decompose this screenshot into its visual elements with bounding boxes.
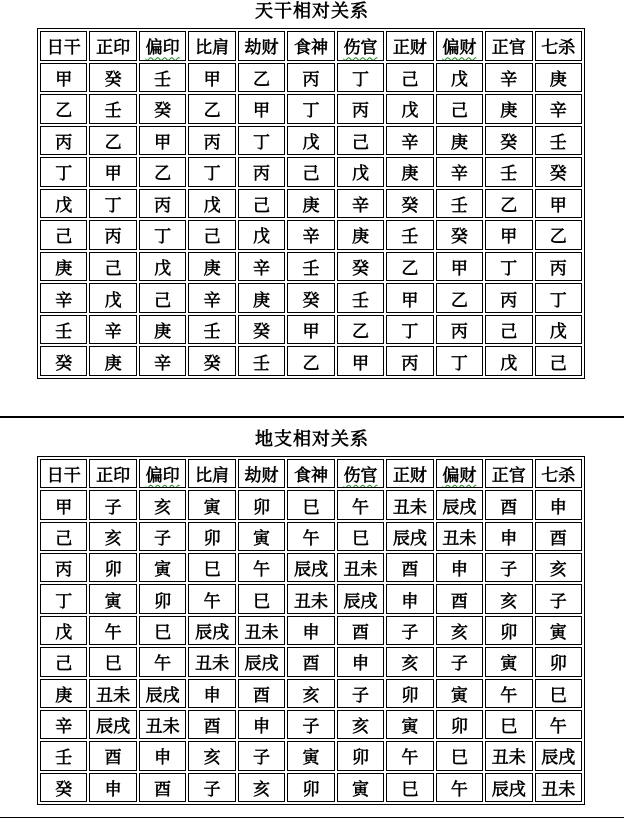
dizhi-table-frame — [37, 456, 585, 805]
table-cell: 卯 — [485, 616, 532, 645]
table-cell: 亥 — [337, 710, 384, 739]
column-header: 伤官 — [337, 459, 384, 488]
day-stem-cell: 丁 — [40, 157, 87, 187]
tiangan-relation-table — [38, 29, 584, 378]
table-cell: 酉 — [386, 553, 433, 582]
column-header: 伤官 — [337, 31, 384, 61]
table-cell: 午 — [287, 522, 334, 551]
table-cell: 子 — [485, 553, 532, 582]
table-row — [40, 189, 582, 219]
table-cell: 申 — [386, 584, 433, 613]
table-cell: 酉 — [436, 584, 483, 613]
table-cell: 巳 — [238, 584, 285, 613]
table-cell: 亥 — [89, 522, 136, 551]
table-cell: 壬 — [337, 283, 384, 313]
table-cell: 己 — [535, 346, 582, 376]
column-header: 正印 — [89, 31, 136, 61]
table-cell: 己 — [238, 189, 285, 219]
table-cell: 乙 — [287, 346, 334, 376]
table-cell: 癸 — [287, 283, 334, 313]
table-cell: 壬 — [139, 63, 186, 93]
table-cell: 丙 — [535, 252, 582, 282]
table-cell: 丙 — [238, 157, 285, 187]
table-cell: 丙 — [89, 220, 136, 250]
table-cell: 癸 — [139, 94, 186, 124]
table-cell: 壬 — [436, 189, 483, 219]
section-divider — [0, 416, 624, 418]
table-cell: 辛 — [485, 63, 532, 93]
table-cell: 丙 — [386, 346, 433, 376]
table-cell: 戊 — [485, 346, 532, 376]
column-header: 日干 — [40, 31, 87, 61]
table-cell: 子 — [337, 679, 384, 708]
column-header: 偏印 — [139, 459, 186, 488]
table-cell: 己 — [337, 126, 384, 156]
table-cell: 戊 — [188, 189, 235, 219]
header-row — [40, 459, 582, 488]
table-cell: 己 — [287, 157, 334, 187]
table-cell: 丁 — [436, 346, 483, 376]
table-cell: 子 — [188, 773, 235, 802]
table-cell: 酉 — [337, 616, 384, 645]
day-stem-cell: 丁 — [40, 584, 87, 613]
table-row — [40, 346, 582, 376]
table-cell: 午 — [238, 553, 285, 582]
table-row — [40, 584, 582, 613]
table-cell: 辰戌 — [287, 553, 334, 582]
table-row — [40, 252, 582, 282]
table-cell: 戊 — [287, 126, 334, 156]
day-stem-cell: 甲 — [40, 63, 87, 93]
table-cell: 丁 — [287, 94, 334, 124]
table-cell: 庚 — [287, 189, 334, 219]
column-header: 正财 — [386, 459, 433, 488]
table-cell: 午 — [188, 584, 235, 613]
table-cell: 乙 — [535, 220, 582, 250]
table-cell: 庚 — [238, 283, 285, 313]
column-header: 七杀 — [535, 31, 582, 61]
table-cell: 甲 — [337, 346, 384, 376]
table-cell: 申 — [287, 616, 334, 645]
table-row — [40, 315, 582, 345]
table-cell: 申 — [139, 741, 186, 770]
table-cell: 庚 — [436, 126, 483, 156]
table-cell: 壬 — [485, 157, 532, 187]
table-cell: 丁 — [386, 315, 433, 345]
table-cell: 甲 — [287, 315, 334, 345]
table-cell: 申 — [238, 710, 285, 739]
column-header: 日干 — [40, 459, 87, 488]
table-cell: 子 — [535, 584, 582, 613]
table-cell: 庚 — [139, 315, 186, 345]
table-cell: 丁 — [238, 126, 285, 156]
table-cell: 子 — [436, 647, 483, 676]
table-cell: 辛 — [287, 220, 334, 250]
table-cell: 亥 — [485, 584, 532, 613]
table-cell: 寅 — [386, 710, 433, 739]
day-stem-cell: 癸 — [40, 773, 87, 802]
table-cell: 酉 — [188, 710, 235, 739]
table-cell: 丑未 — [287, 584, 334, 613]
column-header: 偏印 — [139, 31, 186, 61]
table-cell: 辛 — [386, 126, 433, 156]
day-stem-cell: 己 — [40, 522, 87, 551]
table-cell: 乙 — [238, 63, 285, 93]
table-cell: 甲 — [238, 94, 285, 124]
table-cell: 乙 — [337, 315, 384, 345]
table-cell: 卯 — [188, 522, 235, 551]
table-cell: 甲 — [386, 283, 433, 313]
table-cell: 辛 — [188, 283, 235, 313]
table-row — [40, 94, 582, 124]
table-cell: 丙 — [436, 315, 483, 345]
table-row — [40, 741, 582, 770]
table-cell: 辰戌 — [89, 710, 136, 739]
table-cell: 丁 — [89, 189, 136, 219]
table-cell: 乙 — [139, 157, 186, 187]
table-cell: 丑未 — [386, 490, 433, 519]
table-cell: 庚 — [485, 94, 532, 124]
table-row — [40, 522, 582, 551]
table-cell: 丑未 — [485, 741, 532, 770]
column-header: 食神 — [287, 459, 334, 488]
table-cell: 巳 — [139, 616, 186, 645]
table-row — [40, 647, 582, 676]
day-stem-cell: 辛 — [40, 283, 87, 313]
table-row — [40, 490, 582, 519]
bottom-rule — [0, 817, 624, 818]
table-cell: 癸 — [337, 252, 384, 282]
table-cell: 甲 — [188, 63, 235, 93]
day-stem-cell: 乙 — [40, 94, 87, 124]
table-cell: 癸 — [436, 220, 483, 250]
table-cell: 乙 — [485, 189, 532, 219]
table-row — [40, 220, 582, 250]
column-header: 比肩 — [188, 31, 235, 61]
table-cell: 辰戌 — [238, 647, 285, 676]
table-cell: 午 — [89, 616, 136, 645]
table-cell: 酉 — [89, 741, 136, 770]
table-cell: 亥 — [238, 773, 285, 802]
table-cell: 辛 — [535, 94, 582, 124]
day-stem-cell: 壬 — [40, 741, 87, 770]
table-cell: 寅 — [436, 679, 483, 708]
day-stem-cell: 庚 — [40, 252, 87, 282]
table-cell: 丁 — [485, 252, 532, 282]
table-title-tiangan: 天干相对关系 — [255, 1, 369, 22]
table-cell: 巳 — [485, 710, 532, 739]
table-cell: 壬 — [535, 126, 582, 156]
table-cell: 申 — [188, 679, 235, 708]
table-cell: 己 — [485, 315, 532, 345]
table-cell: 壬 — [386, 220, 433, 250]
table-row — [40, 126, 582, 156]
table-cell: 甲 — [535, 189, 582, 219]
table-cell: 戊 — [139, 252, 186, 282]
table-cell: 丑未 — [436, 522, 483, 551]
table-cell: 壬 — [287, 252, 334, 282]
table-row — [40, 679, 582, 708]
table-cell: 丑未 — [337, 553, 384, 582]
column-header: 正官 — [485, 459, 532, 488]
table-row — [40, 773, 582, 802]
table-cell: 庚 — [188, 252, 235, 282]
day-stem-cell: 癸 — [40, 346, 87, 376]
table-row — [40, 63, 582, 93]
table-cell: 卯 — [139, 584, 186, 613]
day-stem-cell: 辛 — [40, 710, 87, 739]
table-cell: 卯 — [337, 741, 384, 770]
table-cell: 甲 — [485, 220, 532, 250]
table-cell: 壬 — [238, 346, 285, 376]
table-cell: 丑未 — [188, 647, 235, 676]
table-cell: 己 — [436, 94, 483, 124]
table-cell: 巳 — [188, 553, 235, 582]
column-header: 偏财 — [436, 31, 483, 61]
table-cell: 癸 — [386, 189, 433, 219]
table-cell: 乙 — [89, 126, 136, 156]
table-cell: 巳 — [386, 773, 433, 802]
table-cell: 丑未 — [535, 773, 582, 802]
day-stem-cell: 丙 — [40, 553, 87, 582]
table-cell: 寅 — [485, 647, 532, 676]
table-cell: 午 — [337, 490, 384, 519]
table-cell: 午 — [485, 679, 532, 708]
table-cell: 午 — [535, 710, 582, 739]
table-cell: 巳 — [337, 522, 384, 551]
table-cell: 亥 — [188, 741, 235, 770]
table-row — [40, 616, 582, 645]
table-cell: 庚 — [386, 157, 433, 187]
table-cell: 壬 — [188, 315, 235, 345]
table-cell: 辛 — [238, 252, 285, 282]
table-cell: 酉 — [485, 490, 532, 519]
table-cell: 寅 — [139, 553, 186, 582]
table-cell: 丑未 — [238, 616, 285, 645]
column-header: 正财 — [386, 31, 433, 61]
table-cell: 酉 — [535, 522, 582, 551]
table-cell: 甲 — [139, 126, 186, 156]
table-cell: 辰戌 — [535, 741, 582, 770]
header-row — [40, 31, 582, 61]
table-cell: 辛 — [337, 189, 384, 219]
table-cell: 申 — [337, 647, 384, 676]
day-stem-cell: 丙 — [40, 126, 87, 156]
table-cell: 子 — [139, 522, 186, 551]
column-header: 正印 — [89, 459, 136, 488]
table-title-dizhi: 地支相对关系 — [255, 429, 369, 450]
table-row — [40, 157, 582, 187]
table-cell: 戊 — [436, 63, 483, 93]
table-cell: 卯 — [386, 679, 433, 708]
table-cell: 乙 — [188, 94, 235, 124]
table-cell: 子 — [287, 710, 334, 739]
table-cell: 酉 — [139, 773, 186, 802]
table-cell: 癸 — [535, 157, 582, 187]
table-cell: 午 — [386, 741, 433, 770]
day-stem-cell: 壬 — [40, 315, 87, 345]
day-stem-cell: 己 — [40, 220, 87, 250]
table-cell: 辰戌 — [485, 773, 532, 802]
table-cell: 壬 — [89, 94, 136, 124]
table-cell: 甲 — [436, 252, 483, 282]
table-cell: 庚 — [337, 220, 384, 250]
table-cell: 巳 — [287, 490, 334, 519]
table-cell: 辰戌 — [337, 584, 384, 613]
table-cell: 己 — [188, 220, 235, 250]
table-cell: 丁 — [188, 157, 235, 187]
table-cell: 巳 — [535, 679, 582, 708]
dizhi-relation-table — [38, 457, 584, 804]
table-cell: 卯 — [535, 647, 582, 676]
table-cell: 甲 — [89, 157, 136, 187]
table-cell: 己 — [386, 63, 433, 93]
table-cell: 己 — [139, 283, 186, 313]
table-cell: 乙 — [386, 252, 433, 282]
day-stem-cell: 己 — [40, 647, 87, 676]
column-header: 偏财 — [436, 459, 483, 488]
table-cell: 卯 — [436, 710, 483, 739]
table-cell: 辰戌 — [436, 490, 483, 519]
table-cell: 丑未 — [89, 679, 136, 708]
table-cell: 辛 — [89, 315, 136, 345]
table-cell: 丁 — [535, 283, 582, 313]
table-cell: 辰戌 — [188, 616, 235, 645]
table-cell: 亥 — [287, 679, 334, 708]
table-cell: 巳 — [436, 741, 483, 770]
table-cell: 寅 — [337, 773, 384, 802]
column-header: 食神 — [287, 31, 334, 61]
table-cell: 亥 — [139, 490, 186, 519]
table-cell: 辰戌 — [139, 679, 186, 708]
table-cell: 子 — [386, 616, 433, 645]
table-cell: 癸 — [89, 63, 136, 93]
table-cell: 申 — [436, 553, 483, 582]
table-cell: 申 — [485, 522, 532, 551]
table-cell: 卯 — [238, 490, 285, 519]
day-stem-cell: 戊 — [40, 189, 87, 219]
table-cell: 己 — [89, 252, 136, 282]
table-cell: 酉 — [238, 679, 285, 708]
table-cell: 丙 — [337, 94, 384, 124]
table-cell: 戊 — [337, 157, 384, 187]
table-cell: 癸 — [238, 315, 285, 345]
table-cell: 癸 — [188, 346, 235, 376]
table-cell: 丁 — [337, 63, 384, 93]
table-cell: 乙 — [436, 283, 483, 313]
table-cell: 寅 — [89, 584, 136, 613]
day-stem-cell: 庚 — [40, 679, 87, 708]
table-cell: 寅 — [535, 616, 582, 645]
column-header: 劫财 — [238, 459, 285, 488]
table-cell: 戊 — [89, 283, 136, 313]
table-cell: 子 — [89, 490, 136, 519]
tiangan-table-frame — [37, 28, 585, 379]
column-header: 比肩 — [188, 459, 235, 488]
table-cell: 酉 — [287, 647, 334, 676]
day-stem-cell: 甲 — [40, 490, 87, 519]
table-cell: 亥 — [386, 647, 433, 676]
day-stem-cell: 戊 — [40, 616, 87, 645]
table-cell: 戊 — [238, 220, 285, 250]
table-cell: 庚 — [535, 63, 582, 93]
table-cell: 丙 — [188, 126, 235, 156]
table-cell: 申 — [89, 773, 136, 802]
table-cell: 亥 — [535, 553, 582, 582]
table-row — [40, 283, 582, 313]
table-row — [40, 553, 582, 582]
table-cell: 午 — [139, 647, 186, 676]
table-cell: 亥 — [436, 616, 483, 645]
table-cell: 癸 — [485, 126, 532, 156]
table-cell: 丁 — [139, 220, 186, 250]
table-cell: 寅 — [238, 522, 285, 551]
table-cell: 戊 — [535, 315, 582, 345]
table-cell: 辰戌 — [386, 522, 433, 551]
table-cell: 辛 — [436, 157, 483, 187]
table-cell: 庚 — [89, 346, 136, 376]
table-cell: 丑未 — [139, 710, 186, 739]
table-cell: 丙 — [485, 283, 532, 313]
column-header: 正官 — [485, 31, 532, 61]
table-cell: 午 — [436, 773, 483, 802]
table-cell: 卯 — [287, 773, 334, 802]
table-cell: 戊 — [386, 94, 433, 124]
table-cell: 丙 — [287, 63, 334, 93]
table-cell: 寅 — [188, 490, 235, 519]
table-row — [40, 710, 582, 739]
table-cell: 子 — [238, 741, 285, 770]
table-cell: 丙 — [139, 189, 186, 219]
table-cell: 辛 — [139, 346, 186, 376]
table-cell: 寅 — [287, 741, 334, 770]
column-header: 七杀 — [535, 459, 582, 488]
table-cell: 卯 — [89, 553, 136, 582]
table-cell: 巳 — [89, 647, 136, 676]
table-cell: 申 — [535, 490, 582, 519]
column-header: 劫财 — [238, 31, 285, 61]
